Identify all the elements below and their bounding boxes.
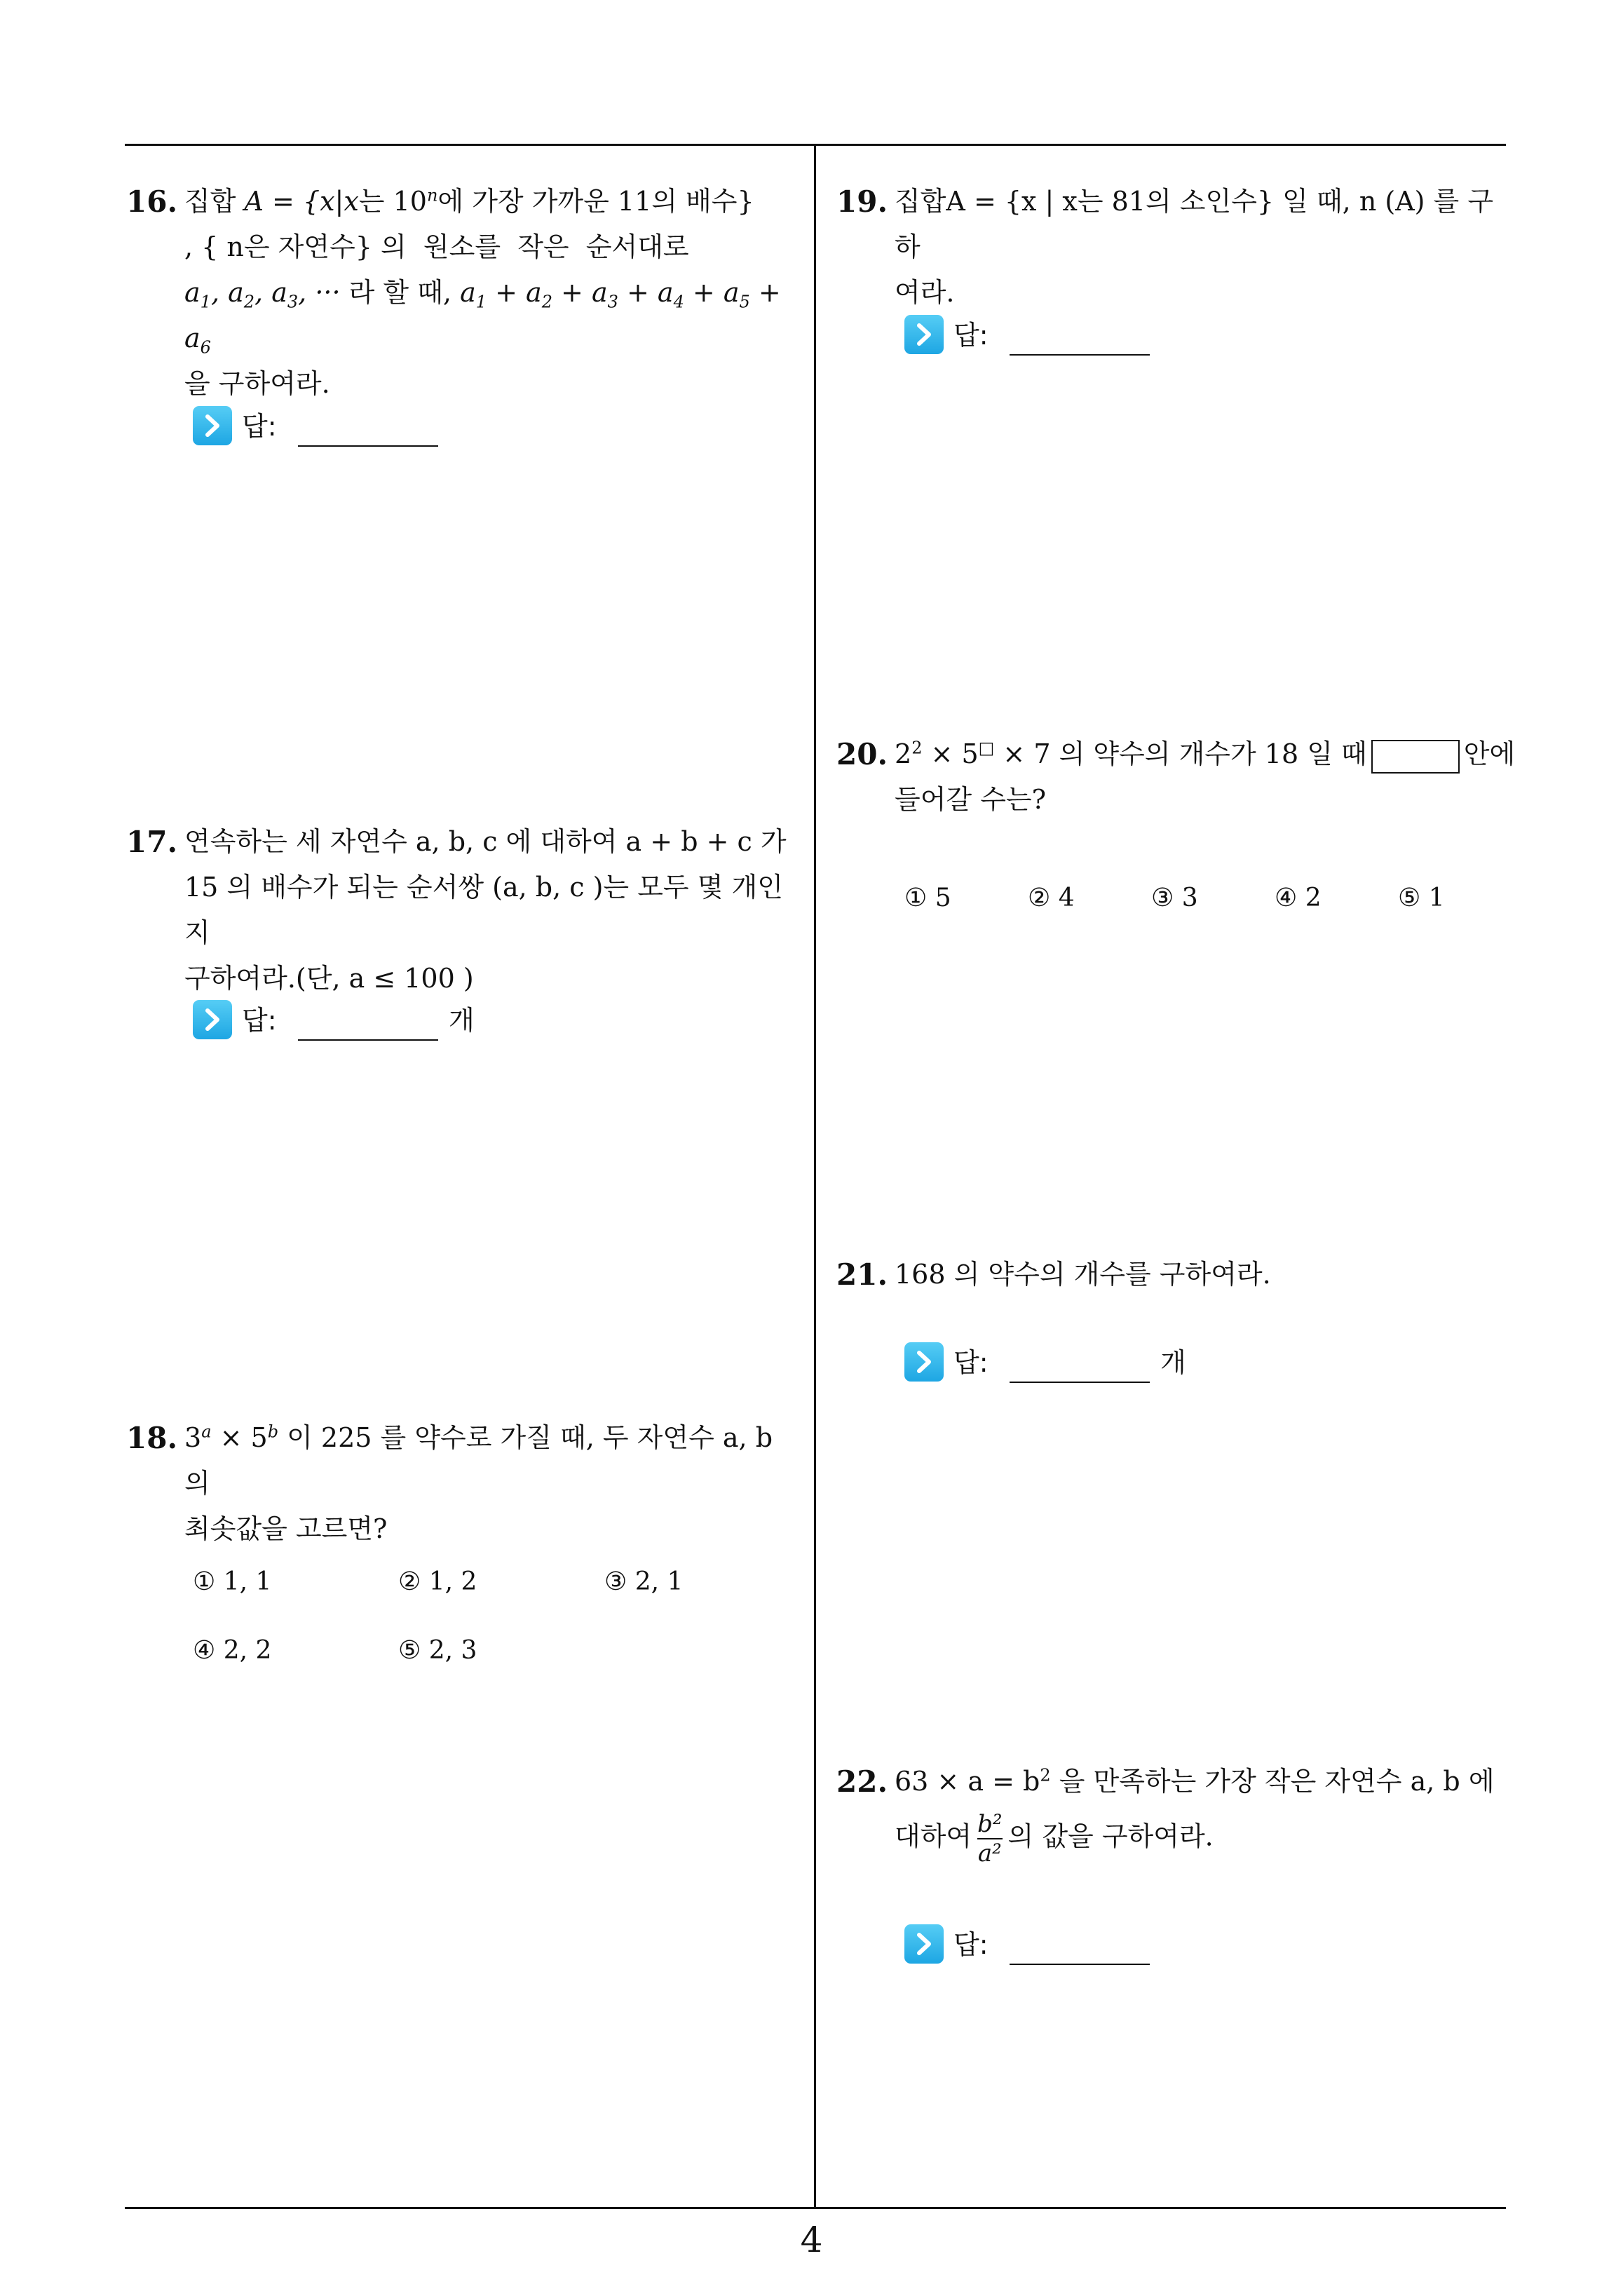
problem-text: 연속하는 세 자연수 a, b, c 에 대하여 a + b + c 가 15 의 배수가 되는 순서쌍 (a, b, c )는 모두 몇 개인지 구하여라.(단, a ≤ 100 ) <box>184 826 787 994</box>
problem-text: 168 의 약수의 개수를 구하여라. <box>895 1259 1271 1290</box>
problem-number: 22. <box>836 1764 888 1799</box>
answer-field-16[interactable] <box>193 403 473 452</box>
answer-blank[interactable] <box>1010 1382 1150 1383</box>
choice-5[interactable]: ⑤ 1 <box>1398 884 1445 912</box>
choice-1[interactable]: ① 1, 1 <box>193 1567 272 1596</box>
answer-box <box>1371 740 1460 774</box>
problem-text: $63 \times a = b^2$ 을 만족하는 가장 작은 자연수 a, b 에 대하여 $\frac{\text{b²}}{\text{a²}}$ 의 값을 구하여라. <box>895 1765 1495 1868</box>
answer-field-21[interactable] <box>904 1339 1199 1389</box>
answer-field-17[interactable] <box>193 997 487 1046</box>
choice-2[interactable]: ② 4 <box>1028 884 1075 912</box>
problem-20 <box>836 731 1516 823</box>
problem-18 <box>126 1415 806 1552</box>
problem-number: 21. <box>836 1257 888 1292</box>
answer-label: 답: <box>242 1005 277 1036</box>
answer-blank[interactable] <box>1010 354 1150 356</box>
chevron-right-icon <box>193 406 232 445</box>
problem-number: 19. <box>836 184 888 219</box>
choice-2[interactable]: ② 1, 2 <box>398 1567 477 1596</box>
problem-number: 17. <box>126 825 178 859</box>
page-number: 4 <box>800 2220 823 2260</box>
answer-unit: 개 <box>1160 1347 1186 1378</box>
problem-17 <box>126 819 806 1001</box>
problem-text: 집합 A = {x|x는 10$^n$에 가장 가까운 11의 배수} , { n은 자연수} 의 원소를 작은 순서대로 $a_1$, $a_2$, $a_3$, ··· 라 할 때, $a_1 + a_2 + a_3 + a_4 + a_5 + a_6$ 을 구하여라. <box>184 185 781 399</box>
chevron-right-icon <box>904 315 944 354</box>
problem-text: 집합A = {x | x는 81의 소인수} 일 때, n (A) 를 구하 여라. <box>895 186 1494 308</box>
problem-22 <box>836 1759 1516 1868</box>
column-divider <box>814 144 816 2208</box>
answer-label: 답: <box>953 1929 989 1960</box>
choice-4[interactable]: ④ 2, 2 <box>193 1636 272 1665</box>
problem-number: 20. <box>836 737 888 771</box>
answer-label: 답: <box>953 320 989 351</box>
answer-label: 답: <box>953 1347 989 1378</box>
choice-3[interactable]: ③ 3 <box>1151 884 1198 912</box>
bottom-rule <box>125 2207 1506 2209</box>
choice-3[interactable]: ③ 2, 1 <box>604 1567 684 1596</box>
problem-text: $3^a \times 5^b$ 이 225 를 약수로 가질 때, 두 자연수 a, b 의 최솟값을 고르면? <box>184 1422 773 1544</box>
problem-number: 16. <box>126 184 178 219</box>
choice-4[interactable]: ④ 2 <box>1275 884 1322 912</box>
choice-1[interactable]: ① 5 <box>904 884 951 912</box>
answer-label: 답: <box>242 411 277 442</box>
answer-field-19[interactable] <box>904 312 1185 361</box>
answer-blank[interactable] <box>1010 1964 1150 1965</box>
answer-blank[interactable] <box>298 1039 438 1041</box>
problem-19 <box>836 179 1516 316</box>
problem-16 <box>126 179 806 407</box>
answer-blank[interactable] <box>298 445 438 447</box>
fraction: $\frac{\text{b²}}{\text{a²}}$ <box>977 1810 1003 1868</box>
chevron-right-icon <box>193 1000 232 1039</box>
problem-21 <box>836 1252 1516 1297</box>
answer-field-22[interactable] <box>904 1922 1185 1971</box>
problem-number: 18. <box>126 1421 178 1455</box>
choice-5[interactable]: ⑤ 2, 3 <box>398 1636 477 1665</box>
answer-unit: 개 <box>449 1005 475 1036</box>
problem-text: $2^2 \times 5^□ \times 7$ 의 약수의 개수가 18 일 때 안에 들어갈 수는? <box>895 738 1516 815</box>
chevron-right-icon <box>904 1342 944 1382</box>
chevron-right-icon <box>904 1924 944 1964</box>
